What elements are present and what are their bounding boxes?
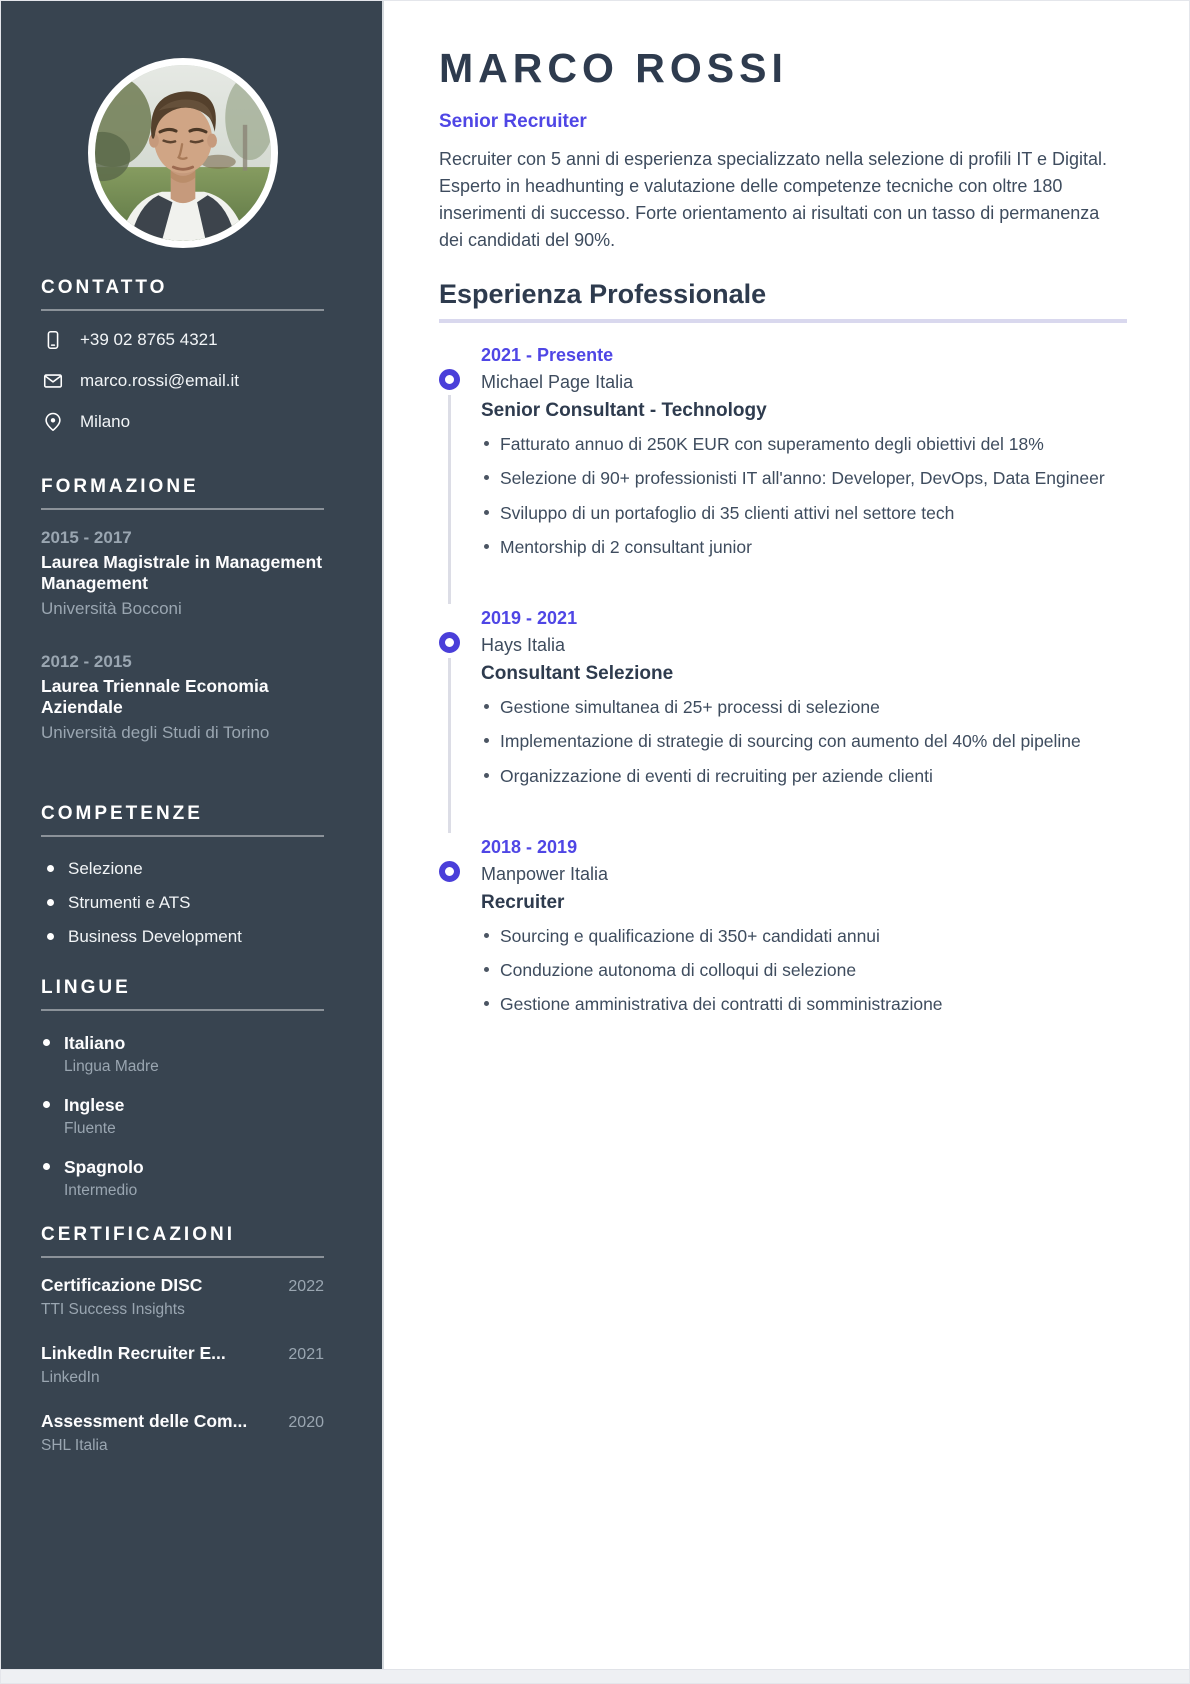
certification-item — [41, 1275, 324, 1319]
languages-section — [41, 977, 324, 1200]
education-degree: Laurea Magistrale in Management Management — [41, 552, 323, 594]
certification-year: 2020 — [288, 1413, 324, 1431]
contact-phone-row — [41, 328, 324, 352]
achievement-item: Gestione amministrativa dei contratti di somministrazione — [481, 991, 1110, 1017]
experience-job-title: Recruiter — [481, 891, 565, 913]
languages-list — [41, 1033, 324, 1200]
skill-item: Selezione — [41, 859, 324, 879]
profile-summary: Recruiter con 5 anni di esperienza specializzato nella selezione di profili IT e Digital. Esperto in headhunting e valutazione delle competenze tecniche con oltre 180 inserimenti di successo. Forte orientamento ai risultati con un tasso di permanenza dei candidati del 90%. — [439, 149, 1108, 250]
candidate-name: MARCO ROSSI — [439, 45, 788, 91]
experience-item — [439, 837, 1127, 1018]
education-period: 2015 - 2017 — [41, 528, 132, 547]
certifications-divider — [41, 1256, 324, 1258]
contact-email-value: marco.rossi@email.it — [80, 371, 239, 390]
achievement-item: Conduzione autonoma di colloqui di selezione — [481, 957, 1110, 983]
timeline-marker-icon — [439, 632, 460, 653]
experience-company: Michael Page Italia — [481, 372, 634, 392]
contact-section — [41, 277, 324, 434]
timeline-marker-icon — [439, 369, 460, 390]
phone-icon — [41, 328, 65, 352]
achievement-item: Sourcing e qualificazione di 350+ candidati annui — [481, 923, 1110, 949]
certification-issuer: SHL Italia — [41, 1436, 108, 1454]
language-item — [41, 1095, 324, 1138]
education-school: Università Bocconi — [41, 598, 182, 618]
experience-achievements — [481, 923, 1127, 1018]
skills-heading: COMPETENZE — [41, 802, 203, 824]
skills-divider — [41, 835, 324, 837]
education-heading: FORMAZIONE — [41, 476, 199, 497]
contact-phone-value: +39 02 8765 4321 — [80, 330, 218, 349]
timeline-marker-icon — [439, 861, 460, 882]
candidate-role: Senior Recruiter — [439, 111, 587, 132]
contact-email-row — [41, 369, 324, 393]
contact-location-row — [41, 410, 324, 434]
contact-location-value: Milano — [80, 412, 131, 431]
experience-item — [439, 345, 1127, 560]
education-item — [41, 528, 324, 619]
experience-company: Manpower Italia — [481, 863, 609, 884]
language-name: Spagnolo — [64, 1156, 144, 1177]
language-name: Inglese — [64, 1094, 125, 1115]
certification-year: 2022 — [288, 1277, 324, 1295]
certification-issuer: TTI Success Insights — [41, 1300, 185, 1318]
experience-timeline — [439, 345, 1127, 1018]
experience-company: Hays Italia — [481, 635, 566, 655]
certifications-section — [41, 1224, 324, 1455]
experience-heading-underline — [439, 319, 1127, 323]
achievement-item: Selezione di 90+ professionisti IT all'anno: Developer, DevOps, Data Engineer — [481, 465, 1110, 491]
education-degree: Laurea Triennale Economia Aziendale — [41, 675, 269, 718]
sidebar — [1, 1, 384, 1670]
experience-job-title: Consultant Selezione — [481, 663, 674, 684]
skill-item: Strumenti e ATS — [41, 893, 324, 913]
languages-divider — [41, 1009, 324, 1011]
profile-photo-illustration — [95, 65, 271, 241]
achievement-item: Implementazione di strategie di sourcing con aumento del 40% del pipeline — [481, 728, 1110, 754]
experience-achievements — [481, 694, 1127, 789]
skills-list — [41, 859, 324, 947]
achievement-item: Mentorship di 2 consultant junior — [481, 534, 1110, 560]
education-item — [41, 652, 324, 743]
experience-job-title: Senior Consultant - Technology — [481, 400, 767, 421]
main-content — [386, 1, 1189, 1670]
experience-item — [439, 608, 1127, 789]
contact-heading: CONTATTO — [41, 277, 168, 298]
achievement-item: Organizzazione di eventi di recruiting per aziende clienti — [481, 763, 1110, 789]
profile-photo — [88, 58, 278, 248]
education-divider — [41, 508, 324, 510]
languages-heading: LINGUE — [41, 976, 131, 998]
education-section — [41, 476, 324, 743]
page-bottom-edge — [1, 1669, 1189, 1683]
achievement-item: Fatturato annuo di 250K EUR con superamento degli obiettivi del 18% — [481, 431, 1110, 457]
email-icon — [41, 369, 65, 393]
certification-issuer: LinkedIn — [41, 1368, 100, 1386]
experience-period: 2018 - 2019 — [481, 836, 578, 857]
location-pin-icon — [41, 410, 65, 434]
experience-heading: Esperienza Professionale — [439, 279, 767, 309]
skill-item: Business Development — [41, 927, 324, 947]
education-period: 2012 - 2015 — [41, 651, 132, 671]
language-item — [41, 1033, 324, 1076]
achievement-item: Sviluppo di un portafoglio di 35 clienti attivi nel settore tech — [481, 500, 1110, 526]
certifications-heading: CERTIFICAZIONI — [41, 1223, 235, 1245]
language-name: Italiano — [64, 1032, 126, 1053]
achievement-item: Gestione simultanea di 25+ processi di selezione — [481, 694, 1110, 720]
education-school: Università degli Studi di Torino — [41, 722, 270, 742]
certification-title: Assessment delle Com... — [41, 1410, 248, 1431]
language-item — [41, 1157, 324, 1200]
contact-divider — [41, 309, 324, 311]
skills-section — [41, 803, 324, 947]
experience-period: 2019 - 2021 — [481, 608, 578, 628]
certification-title: Certificazione DISC — [41, 1274, 203, 1295]
language-level: Fluente — [64, 1119, 116, 1137]
certification-item — [41, 1411, 324, 1455]
certification-year: 2021 — [288, 1345, 324, 1363]
language-level: Lingua Madre — [64, 1057, 159, 1075]
certification-item — [41, 1343, 324, 1387]
language-level: Intermedio — [64, 1181, 138, 1199]
experience-achievements — [481, 431, 1127, 560]
certification-title: LinkedIn Recruiter E... — [41, 1342, 226, 1363]
experience-period: 2021 - Presente — [481, 345, 614, 365]
